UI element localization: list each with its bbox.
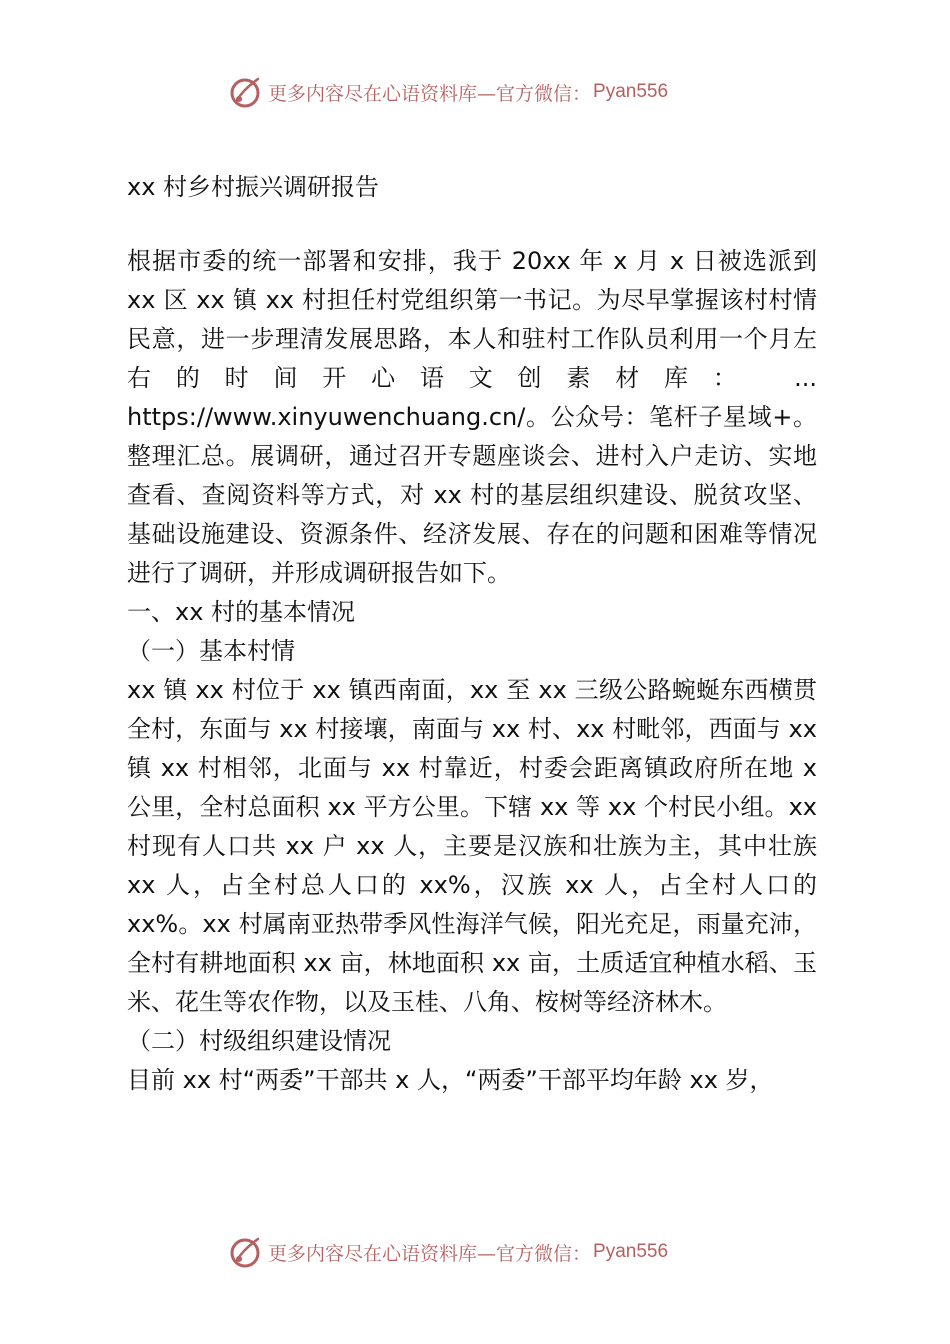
brush-logo-icon [228,74,264,110]
document-body [127,168,817,1100]
intro-paragraph: 根据市委的统一部署和安排，我于 20xx 年 x 月 x 日被选派到 xx 区 xx 镇 xx 村担任村党组织第一书记。为尽早掌握该村村情民意，进一步理清发展思路，本人和驻村工作队员利用一个月左右的时间开心语文创素材库： ... https://www.xinyuwenchuang.cn/。公众号：笔杆子星域+。整理汇总。展调研，通过召开专题座谈会、进村入户走访、实地查看、查阅资料等方式，对 xx 村的基层组织建设、脱贫攻坚、基础设施建设、资源条件、经济发展、存在的问题和困难等情况进行了调研，并形成调研报告如下。 [127,247,817,587]
section-heading-1: 一、xx 村的基本情况 [127,598,356,626]
village-overview-paragraph: xx 镇 xx 村位于 xx 镇西南面，xx 至 xx 三级公路蜿蜒东西横贯全村，东面与 xx 村接壤，南面与 xx 村、xx 村毗邻，西面与 xx 镇 xx 村相邻，北面与 xx 村靠近，村委会距离镇政府所在地 x 公里，全村总面积 xx 平方公里。下辖 xx 等 xx 个村民小组。xx 村现有人口共 xx 户 xx 人，主要是汉族和壮族为主，其中壮族 xx 人，占全村总人口的 xx%，汉族 xx 人，占全村人口的 xx%。xx 村属南亚热带季风性海洋气候，阳光充足，雨量充沛，全村有耕地面积 xx 亩，林地面积 xx 亩，土质适宜种植水稻、玉米、花生等农作物，以及玉桂、八角、桉树等经济林木。 [127,676,817,1016]
watermark-wechat-id: Pyan556 [593,81,669,102]
organization-paragraph: 目前 xx 村“两委”干部共 x 人，“两委”干部平均年龄 xx 岁， [127,1066,774,1094]
watermark-text: 更多内容尽在心语资料库—官方微信： [268,82,592,105]
subsection-heading-2: （二）村级组织建设情况 [127,1027,391,1055]
spacer [127,207,817,242]
subsection-heading-1: （一）基本村情 [127,637,295,665]
watermark-wechat-id: Pyan556 [593,1241,669,1262]
watermark-header [228,72,748,112]
brush-logo-icon [228,1234,264,1270]
watermark-text: 更多内容尽在心语资料库—官方微信： [268,1242,592,1265]
watermark-footer [228,1232,748,1272]
document-title: xx 村乡村振兴调研报告 [127,173,380,201]
